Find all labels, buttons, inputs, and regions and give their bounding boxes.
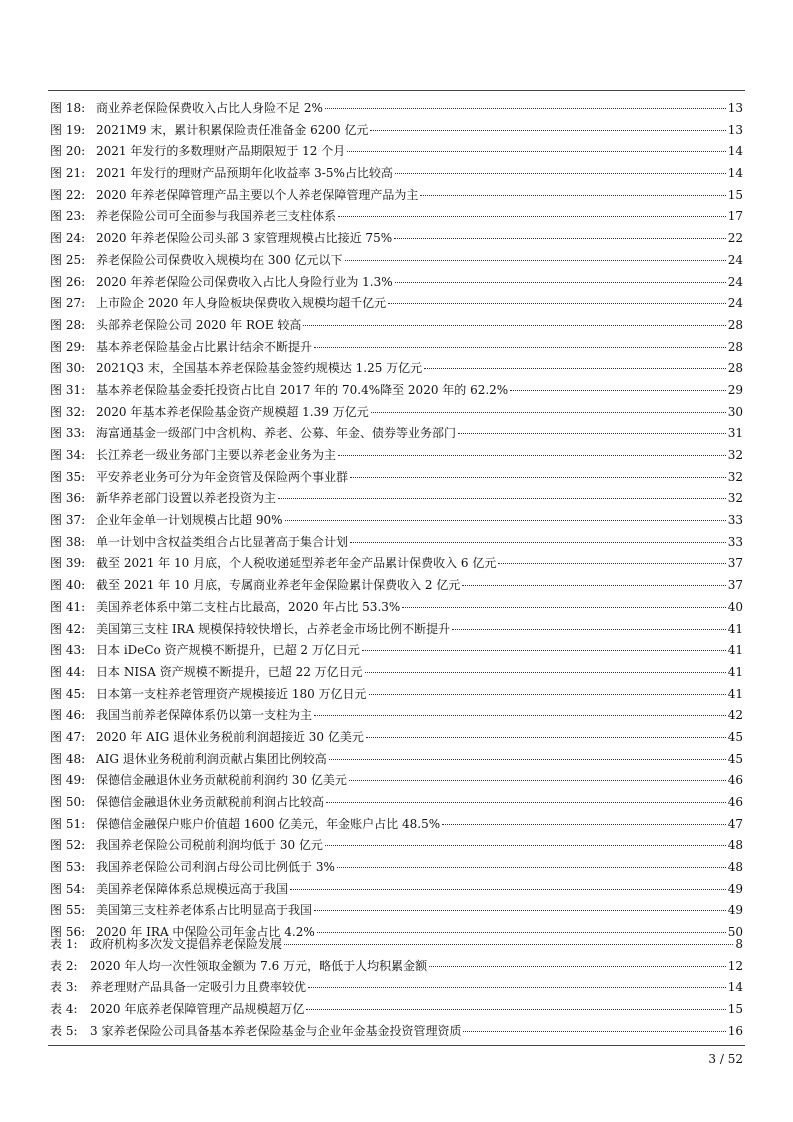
entry-page-number[interactable]: 33 — [727, 513, 743, 528]
entry-page-number[interactable]: 33 — [727, 534, 743, 549]
entry-title[interactable]: 头部养老保险公司 2020 年 ROE 较高 — [96, 317, 302, 332]
dot-leader — [388, 303, 726, 304]
figure-entry[interactable] — [50, 597, 743, 619]
figure-entry[interactable] — [50, 272, 743, 294]
dot-leader — [350, 542, 726, 543]
entry-page-number[interactable]: 37 — [727, 578, 743, 593]
figure-entry[interactable] — [50, 770, 743, 792]
entry-page-number[interactable]: 8 — [735, 937, 743, 951]
entry-page-number[interactable]: 14 — [727, 144, 743, 159]
entry-label: 图 37: — [50, 513, 86, 528]
dot-leader — [349, 780, 726, 781]
figure-entry[interactable] — [50, 575, 743, 597]
figure-entry[interactable] — [50, 705, 743, 727]
dot-leader — [347, 151, 725, 152]
entry-page-number[interactable]: 15 — [727, 1002, 743, 1017]
dot-leader — [338, 216, 726, 217]
dot-leader — [285, 520, 726, 521]
entry-title[interactable]: 基本养老保险基金委托投资占比自 2017 年的 70.4%降至 2020 年的 62.2% — [96, 382, 509, 397]
entry-title[interactable]: 2021 年发行的多数理财产品期限短于 12 个月 — [96, 144, 346, 159]
entry-page-number[interactable]: 48 — [727, 860, 743, 875]
dot-leader — [402, 607, 725, 608]
entry-page-number[interactable]: 28 — [727, 317, 743, 332]
entry-title[interactable]: 海富通基金一级部门中含机构、养老、公募、年金、债券等业务部门 — [96, 426, 457, 441]
entry-title[interactable]: 2020 年养老保险公司保费收入占比人身险行业为 1.3% — [96, 274, 393, 289]
dot-leader — [371, 412, 726, 413]
dot-leader — [365, 672, 726, 673]
dot-leader — [308, 987, 726, 988]
figure-entry[interactable] — [50, 445, 743, 467]
figure-entry[interactable] — [50, 619, 743, 641]
dot-leader — [303, 325, 725, 326]
entry-page-number[interactable]: 28 — [727, 361, 743, 376]
entry-page-number[interactable]: 37 — [727, 556, 743, 571]
entry-label: 图 45: — [50, 686, 86, 701]
figure-entry[interactable] — [50, 814, 743, 836]
dot-leader — [338, 455, 726, 456]
dot-leader — [362, 650, 726, 651]
dot-leader — [345, 260, 726, 261]
dot-leader — [498, 563, 725, 564]
dot-leader — [510, 390, 726, 391]
entry-page-number[interactable]: 47 — [727, 816, 743, 831]
figure-entry[interactable] — [50, 510, 743, 532]
dot-leader — [424, 368, 726, 369]
entry-title[interactable]: 基本养老保险基金占比累计结余不断提升 — [96, 339, 313, 354]
table-index-list — [50, 934, 743, 1042]
dot-leader — [278, 498, 726, 499]
entry-page-number[interactable]: 28 — [727, 339, 743, 354]
dot-leader — [442, 824, 726, 825]
entry-label: 表 5: — [50, 1023, 78, 1038]
entry-title[interactable]: 新华养老部门设置以养老投资为主 — [96, 491, 277, 506]
entry-title[interactable]: 我国养老保险公司税前利润均低于 30 亿元 — [96, 838, 323, 853]
entry-page-number[interactable]: 17 — [727, 209, 743, 224]
entry-page-number[interactable]: 46 — [727, 773, 743, 788]
entry-page-number[interactable]: 14 — [727, 980, 743, 995]
dot-leader — [395, 173, 726, 174]
dot-leader — [394, 238, 726, 239]
figure-entry[interactable] — [50, 467, 743, 489]
entry-label: 图 54: — [50, 881, 86, 896]
figure-entry[interactable] — [50, 640, 743, 662]
figure-entry[interactable] — [50, 727, 743, 749]
entry-title[interactable]: 截至 2021 年 10 月底，个人税收递延型养老年金产品累计保费收入 6 亿元 — [96, 556, 497, 571]
figure-entry[interactable] — [50, 337, 743, 359]
entry-title[interactable]: 2021M9 末，累计积累保险责任准备金 6200 亿元 — [96, 122, 369, 137]
entry-label: 图 26: — [50, 274, 86, 289]
dot-leader — [350, 477, 726, 478]
table-entry[interactable] — [50, 934, 743, 956]
entry-page-number[interactable]: 49 — [727, 881, 743, 896]
entry-title[interactable]: 养老理财产品具备一定吸引力且费率较优 — [90, 980, 307, 995]
entry-label: 图 41: — [50, 599, 86, 614]
header-rule — [48, 90, 745, 91]
entry-page-number[interactable]: 42 — [727, 708, 743, 723]
entry-label: 图 44: — [50, 664, 86, 679]
entry-title[interactable]: 平安养老业务可分为年金资管及保险两个事业群 — [96, 469, 349, 484]
entry-title[interactable]: 2020 年 IRA 中保险公司年金占比 4.2% — [96, 925, 315, 940]
entry-label: 图 55: — [50, 903, 86, 918]
entry-page-number[interactable]: 41 — [727, 621, 743, 636]
figure-entry[interactable] — [50, 792, 743, 814]
entry-title[interactable]: 2020 年养老保障管理产品主要以个人养老保障管理产品为主 — [96, 187, 419, 202]
entry-title[interactable]: 日本第一支柱养老管理资产规模接近 180 万亿日元 — [96, 686, 367, 701]
entry-title[interactable]: 日本 NISA 资产规模不断提升，已超 22 万亿日元 — [96, 664, 363, 679]
dot-leader — [329, 759, 726, 760]
dot-leader — [420, 195, 725, 196]
table-entry[interactable] — [50, 977, 743, 999]
dot-leader — [314, 910, 726, 911]
entry-page-number[interactable]: 50 — [727, 925, 743, 940]
entry-page-number[interactable]: 13 — [727, 101, 743, 115]
page-number: 3 / 52 — [708, 1052, 743, 1066]
entry-title[interactable]: 商业养老保险保费收入占比人身险不足 2% — [96, 101, 323, 115]
entry-page-number[interactable]: 49 — [727, 903, 743, 918]
entry-page-number[interactable]: 14 — [727, 166, 743, 181]
entry-label: 图 34: — [50, 448, 86, 462]
entry-label: 图 25: — [50, 252, 86, 267]
entry-title[interactable]: 日本 iDeCo 资产规模不断提升，已超 2 万亿日元 — [96, 643, 360, 658]
entry-page-number[interactable]: 29 — [727, 382, 743, 397]
entry-page-number[interactable]: 45 — [727, 751, 743, 766]
entry-page-number[interactable]: 24 — [727, 252, 743, 267]
entry-title[interactable]: 企业年金单一计划规模占比超 90% — [96, 513, 283, 528]
entry-label: 图 52: — [50, 838, 86, 853]
dot-leader — [366, 737, 726, 738]
dot-leader — [370, 130, 725, 131]
entry-title[interactable]: 2021 年发行的理财产品预期年化收益率 3-5%占比较高 — [96, 166, 393, 181]
entry-label: 图 46: — [50, 708, 86, 723]
entry-label: 图 49: — [50, 773, 86, 788]
entry-title[interactable]: 美国第三支柱 IRA 规模保持较快增长，占养老金市场比例不断提升 — [96, 621, 451, 636]
figure-entry[interactable] — [50, 532, 743, 554]
entry-title[interactable]: 美国养老体系中第二支柱占比最高，2020 年占比 53.3% — [96, 599, 401, 614]
entry-title[interactable]: 2021Q3 末，全国基本养老保险基金签约规模达 1.25 万亿元 — [96, 361, 423, 376]
entry-label: 表 4: — [50, 1002, 78, 1017]
entry-page-number[interactable]: 30 — [727, 404, 743, 419]
dot-leader — [463, 1031, 725, 1032]
figure-entry[interactable] — [50, 293, 743, 315]
entry-page-number[interactable]: 16 — [727, 1023, 743, 1038]
entry-title[interactable]: 截至 2021 年 10 月底，专属商业养老年金保险累计保费收入 2 亿元 — [96, 578, 461, 593]
entry-title[interactable]: 美国第三支柱养老体系占比明显高于我国 — [96, 903, 313, 918]
entry-label: 图 48: — [50, 751, 86, 766]
entry-page-number[interactable]: 48 — [727, 838, 743, 853]
entry-label: 图 18: — [50, 101, 86, 115]
entry-title[interactable]: 上市险企 2020 年人身险板块保费收入规模均超千亿元 — [96, 296, 387, 311]
figure-entry[interactable] — [50, 553, 743, 575]
dot-leader — [306, 1009, 725, 1010]
entry-title[interactable]: 美国养老保障体系总规模远高于我国 — [96, 881, 289, 896]
dot-leader — [284, 944, 733, 945]
figure-entry[interactable] — [50, 120, 743, 142]
entry-page-number[interactable]: 32 — [727, 448, 743, 462]
entry-page-number[interactable]: 12 — [727, 958, 743, 973]
entry-label: 图 32: — [50, 404, 86, 419]
entry-label: 图 19: — [50, 122, 86, 137]
entry-label: 图 56: — [50, 925, 86, 940]
dot-leader — [462, 585, 725, 586]
figure-entry[interactable] — [50, 141, 743, 163]
dot-leader — [314, 347, 726, 348]
entry-label: 表 3: — [50, 980, 78, 995]
entry-label: 图 53: — [50, 860, 86, 875]
dot-leader — [325, 845, 726, 846]
entry-label: 图 24: — [50, 231, 86, 246]
figure-entry[interactable] — [50, 228, 743, 250]
dot-leader — [429, 966, 726, 967]
entry-label: 图 38: — [50, 534, 86, 549]
table-entry[interactable] — [50, 956, 743, 978]
figure-entry[interactable] — [50, 402, 743, 424]
dot-leader — [290, 889, 726, 890]
entry-title[interactable]: 长江养老一级业务部门主要以养老金业务为主 — [96, 448, 337, 462]
entry-page-number[interactable]: 31 — [727, 426, 743, 441]
figure-entry[interactable] — [50, 98, 743, 120]
entry-label: 图 28: — [50, 317, 86, 332]
entry-title[interactable]: 2020 年 AIG 退休业务税前利润超接近 30 亿美元 — [96, 729, 364, 744]
entry-title[interactable]: 2020 年底养老保障管理产品规模超万亿 — [90, 1002, 305, 1017]
dot-leader — [326, 802, 726, 803]
entry-label: 图 47: — [50, 729, 86, 744]
dot-leader — [452, 629, 726, 630]
entry-label: 图 20: — [50, 144, 86, 159]
entry-title[interactable]: 养老保险公司可全面参与我国养老三支柱体系 — [96, 209, 337, 224]
entry-label: 图 43: — [50, 643, 86, 658]
entry-title[interactable]: 养老保险公司保费收入规模均在 300 亿元以下 — [96, 252, 343, 267]
dot-leader — [317, 932, 726, 933]
entry-page-number[interactable]: 41 — [727, 686, 743, 701]
entry-page-number[interactable]: 24 — [727, 296, 743, 311]
entry-page-number[interactable]: 24 — [727, 274, 743, 289]
entry-label: 图 23: — [50, 209, 86, 224]
dot-leader — [395, 282, 726, 283]
entry-title[interactable]: 2020 年基本养老保险基金资产规模超 1.39 万亿元 — [96, 404, 369, 419]
figure-entry[interactable] — [50, 857, 743, 879]
entry-title[interactable]: 单一计划中含权益类组合占比显著高于集合计划 — [96, 534, 349, 549]
entry-label: 表 1: — [50, 937, 78, 951]
entry-title[interactable]: AIG 退休业务税前利润贡献占集团比例较高 — [96, 751, 327, 766]
entry-title[interactable]: 保德信金融退休业务贡献税前利润约 30 亿美元 — [96, 773, 347, 788]
dot-leader — [458, 433, 726, 434]
entry-label: 图 31: — [50, 382, 86, 397]
entry-label: 图 39: — [50, 556, 86, 571]
figure-entry[interactable] — [50, 358, 743, 380]
entry-title[interactable]: 保德信金融退休业务贡献税前利润占比较高 — [96, 795, 325, 809]
table-entry[interactable] — [50, 1021, 743, 1043]
entry-title[interactable]: 2020 年人均一次性领取金额为 7.6 万元，略低于人均积累金额 — [90, 958, 428, 973]
entry-label: 图 35: — [50, 469, 86, 484]
entry-page-number[interactable]: 22 — [727, 231, 743, 246]
footer-rule — [48, 1045, 745, 1046]
entry-page-number[interactable]: 46 — [727, 795, 743, 809]
entry-label: 表 2: — [50, 958, 78, 973]
table-entry[interactable] — [50, 999, 743, 1021]
dot-leader — [369, 694, 726, 695]
figure-entry[interactable] — [50, 380, 743, 402]
entry-label: 图 29: — [50, 339, 86, 354]
entry-label: 图 30: — [50, 361, 86, 376]
entry-title[interactable]: 2020 年养老保险公司头部 3 家管理规模占比接近 75% — [96, 231, 393, 246]
dot-leader — [337, 867, 726, 868]
dot-leader — [314, 715, 726, 716]
figure-entry[interactable] — [50, 206, 743, 228]
figure-entry[interactable] — [50, 662, 743, 684]
figure-entry[interactable] — [50, 900, 743, 922]
figure-entry[interactable] — [50, 185, 743, 207]
entry-title[interactable]: 3 家养老保险公司具备基本养老保险基金与企业年金基金投资管理资质 — [90, 1023, 462, 1038]
figure-entry[interactable] — [50, 879, 743, 901]
entry-label: 图 27: — [50, 296, 86, 311]
entry-title[interactable]: 政府机构多次发文提倡养老保险发展 — [90, 937, 283, 951]
entry-label: 图 51: — [50, 816, 86, 831]
figure-entry[interactable] — [50, 749, 743, 771]
entry-page-number[interactable]: 40 — [727, 599, 743, 614]
figure-entry[interactable] — [50, 488, 743, 510]
entry-label: 图 50: — [50, 795, 86, 809]
entry-page-number[interactable]: 32 — [727, 491, 743, 506]
entry-label: 图 42: — [50, 621, 86, 636]
figure-entry[interactable] — [50, 163, 743, 185]
entry-label: 图 36: — [50, 491, 86, 506]
figure-entry[interactable] — [50, 250, 743, 272]
entry-page-number[interactable]: 45 — [727, 729, 743, 744]
entry-page-number[interactable]: 32 — [727, 469, 743, 484]
entry-label: 图 40: — [50, 578, 86, 593]
entry-page-number[interactable]: 13 — [727, 122, 743, 137]
entry-label: 图 21: — [50, 166, 86, 181]
entry-label: 图 22: — [50, 187, 86, 202]
dot-leader — [325, 108, 726, 109]
figure-entry[interactable] — [50, 835, 743, 857]
entry-page-number[interactable]: 15 — [727, 187, 743, 202]
figure-entry[interactable] — [50, 315, 743, 337]
entry-title[interactable]: 我国养老保险公司利润占母公司比例低于 3% — [96, 860, 335, 875]
entry-title[interactable]: 保德信金融保户账户价值超 1600 亿美元，年金账户占比 48.5% — [96, 816, 441, 831]
entry-page-number[interactable]: 41 — [727, 643, 743, 658]
figure-index-list — [50, 98, 743, 944]
entry-label: 图 33: — [50, 426, 86, 441]
figure-entry[interactable] — [50, 423, 743, 445]
entry-title[interactable]: 我国当前养老保障体系仍以第一支柱为主 — [96, 708, 313, 723]
figure-entry[interactable] — [50, 684, 743, 706]
entry-page-number[interactable]: 41 — [727, 664, 743, 679]
